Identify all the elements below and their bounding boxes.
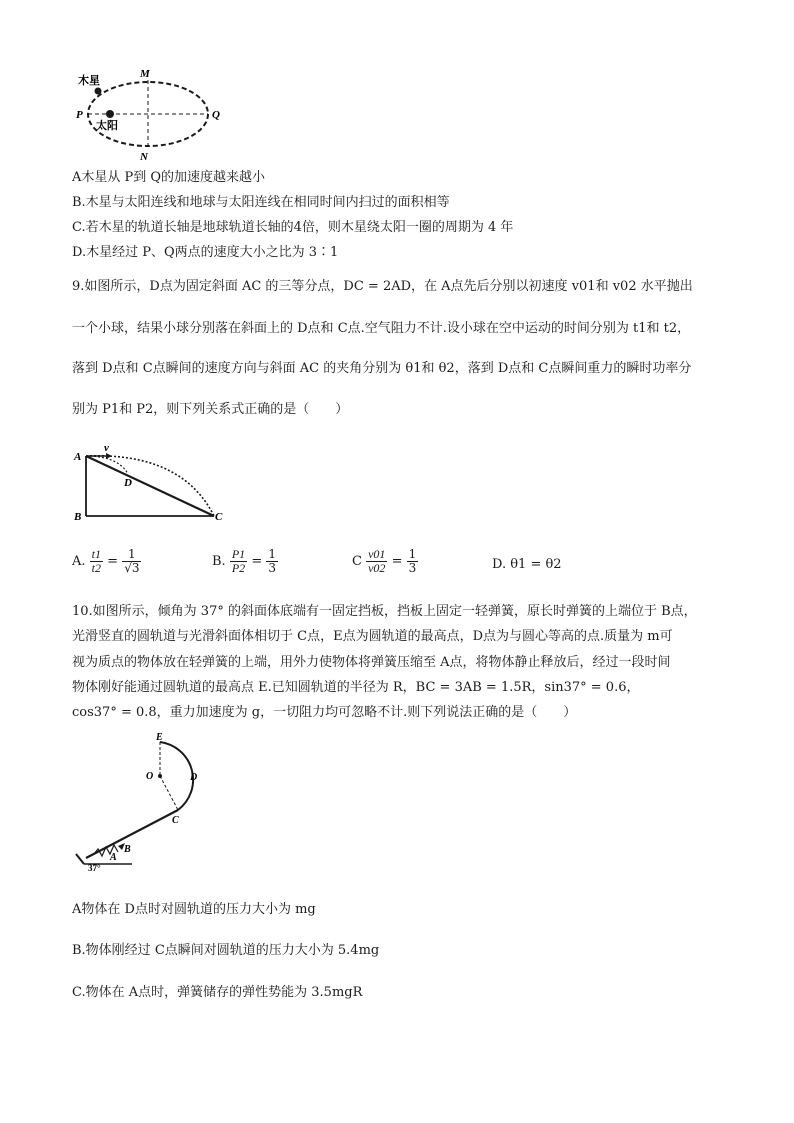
q9-option-a-rhs bbox=[122, 548, 141, 575]
q9-option-a-rhs-den: √3 bbox=[124, 561, 140, 575]
q9-stem-line2: 一个小球，结果小球分别落在斜面上的 D点和 C点.空气阻力不计.设小球在空中运动的时间分别为 t1和 t2， bbox=[72, 321, 691, 336]
q9-option-c-rhs-den: 3 bbox=[408, 561, 417, 575]
q10-stem-line2: 光滑竖直的圆轨道与光滑斜面体相切于 C点，E点为圆轨道的最高点，D点为与圆心等高的点.质量为 m可 bbox=[72, 629, 673, 644]
q8-option-d: D.木星经过 P、Q两点的速度大小之比为 3∶1 bbox=[72, 245, 339, 260]
incline-point-a: A bbox=[74, 451, 82, 463]
q9-option-b-rhs-num: 1 bbox=[268, 547, 276, 561]
q9-option-b-prefix: B. bbox=[212, 554, 226, 569]
q10-stem-line4: 物体刚好能通过圆轨道的最高点 E.已知圆轨道的半径为 R，BC = 3AB = 1.5R，sin37° = 0.6， bbox=[72, 680, 640, 695]
q9-option-b-rhs bbox=[266, 548, 278, 575]
angle-label: 37° bbox=[88, 863, 101, 872]
q10-option-a: A物体在 D点时对圆轨道的压力大小为 mg bbox=[72, 902, 316, 917]
incline-point-c: C bbox=[215, 511, 223, 523]
q9-option-b-eq: = bbox=[251, 554, 263, 569]
loop-track-figure bbox=[72, 730, 232, 872]
q9-option-c-rhs bbox=[407, 548, 419, 575]
loop-point-e: E bbox=[156, 732, 163, 743]
center-o bbox=[158, 774, 162, 778]
jupiter-label: 木星 bbox=[78, 75, 100, 87]
q9-option-b-rhs-den: 3 bbox=[268, 561, 276, 575]
q9-option-a-lhs-num: t1 bbox=[91, 547, 102, 561]
point-p-label: P bbox=[76, 109, 83, 121]
q9-option-b-lhs-num: P1 bbox=[231, 547, 246, 561]
incline-point-b: B bbox=[74, 511, 82, 523]
q9-option-c-prefix: C bbox=[352, 554, 362, 569]
baffle bbox=[76, 854, 84, 864]
loop-point-b: B bbox=[124, 844, 131, 855]
q9-stem-line1: 9.如图所示，D点为固定斜面 AC 的三等分点，DC = 2AD，在 A点先后分别以初速度 v01和 v02 水平抛出 bbox=[72, 279, 693, 294]
q10-option-b: B.物体刚经过 C点瞬间对圆轨道的压力大小为 5.4mg bbox=[72, 943, 380, 958]
q9-option-a-rhs-num: 1 bbox=[122, 548, 141, 562]
q9-stem-line4: 别为 P1和 P2，则下列关系式正确的是（ ） bbox=[72, 402, 349, 417]
q9-option-d: D. θ1 = θ2 bbox=[492, 557, 562, 572]
loop-point-a: A bbox=[110, 852, 117, 863]
q9-option-a bbox=[72, 548, 141, 575]
q9-option-b-lhs bbox=[230, 548, 247, 575]
loop-point-c: C bbox=[172, 815, 179, 826]
q8-option-a: A木星从 P到 Q的加速度越来越小 bbox=[72, 170, 266, 185]
q8-option-b: B.木星与太阳连线和地球与太阳连线在相同时间内扫过的面积相等 bbox=[72, 195, 450, 210]
circular-track bbox=[160, 742, 193, 810]
point-m-label: M bbox=[140, 68, 150, 80]
q9-option-a-lhs bbox=[90, 548, 103, 575]
incline-figure bbox=[72, 440, 232, 526]
q9-option-a-lhs-den: t2 bbox=[91, 561, 102, 575]
jupiter-dot bbox=[95, 88, 102, 95]
q9-option-c-rhs-num: 1 bbox=[408, 547, 417, 561]
incline-point-d: D bbox=[124, 477, 132, 489]
q9-option-b bbox=[212, 548, 278, 575]
q9-option-a-prefix: A. bbox=[72, 554, 86, 569]
q10-stem-line1: 10.如图所示，倾角为 37° 的斜面体底端有一固定挡板，挡板上固定一轻弹簧，原长时弹簧的上端位于 B点， bbox=[72, 604, 697, 619]
q10-stem-line3: 视为质点的物体放在轻弹簧的上端，用外力使物体将弹簧压缩至 A点，将物体静止释放后，经过一段时间 bbox=[72, 655, 671, 670]
radius-oc bbox=[160, 776, 178, 810]
loop-point-o: O bbox=[146, 771, 154, 782]
incline-slope bbox=[86, 456, 214, 516]
point-q-label: Q bbox=[212, 109, 220, 121]
sun-dot bbox=[106, 110, 114, 118]
q10-stem-line5: cos37° = 0.8，重力加速度为 g，一切阻力均可忽略不计.则下列说法正确的是（ ） bbox=[72, 705, 577, 720]
track-slope bbox=[86, 810, 178, 858]
q9-option-a-eq: = bbox=[107, 554, 119, 569]
sun-label: 太阳 bbox=[96, 120, 118, 132]
q9-option-c-lhs bbox=[366, 548, 387, 575]
q9-option-b-lhs-den: P2 bbox=[231, 561, 246, 575]
q9-stem-line3: 落到 D点和 C点瞬间的速度方向与斜面 AC 的夹角分别为 θ1和 θ2，落到 D点和 C点瞬间重力的瞬时功率分 bbox=[72, 361, 692, 376]
orbit-figure bbox=[72, 66, 222, 162]
q9-option-c-lhs-den: v02 bbox=[368, 561, 386, 575]
q9-option-c bbox=[352, 548, 418, 575]
point-n-label: N bbox=[140, 151, 148, 162]
q8-option-c: C.若木星的轨道长轴是地球轨道长轴的4倍，则木星绕太阳一圈的周期为 4 年 bbox=[72, 220, 514, 235]
q9-option-c-eq: = bbox=[391, 554, 403, 569]
velocity-label: v bbox=[104, 442, 109, 454]
loop-point-d: D bbox=[190, 772, 198, 783]
q9-option-c-lhs-num: v01 bbox=[368, 547, 386, 561]
q10-option-c: C.物体在 A点时，弹簧储存的弹性势能为 3.5mgR bbox=[72, 985, 363, 1000]
